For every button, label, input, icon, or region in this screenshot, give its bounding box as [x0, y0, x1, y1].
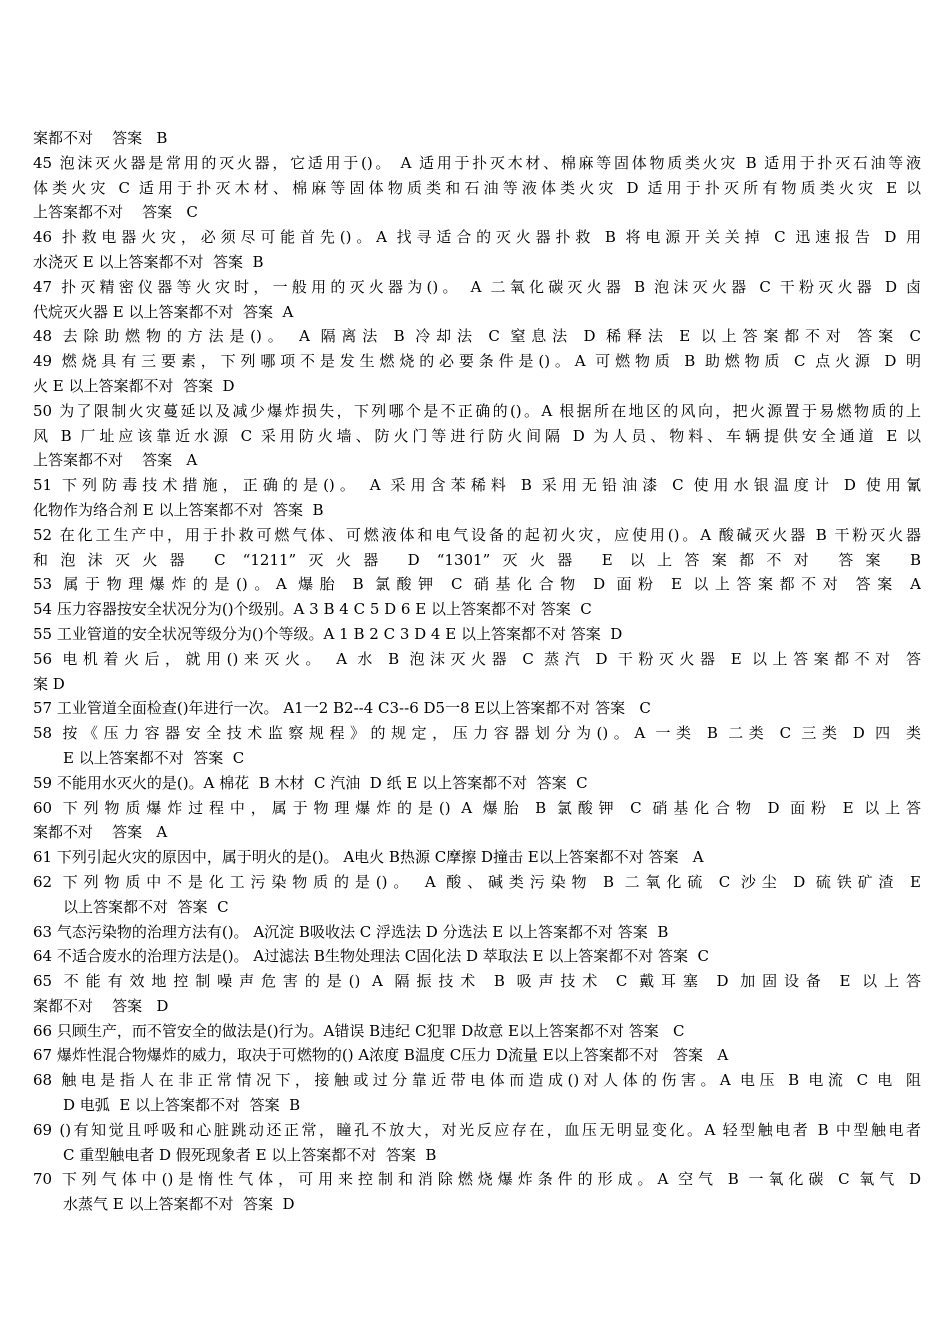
text-line: 58 按《压力容器安全技术监察规程》的规定，压力容器划分为()。A 一类 B 二类 C 三类 D 四 类	[33, 724, 921, 743]
text-line: 54 压力容器按安全状况分为()个级别。A 3 B 4 C 5 D 6 E 以上答案都不对 答案 C	[33, 600, 592, 619]
text-line: 69 ()有知觉且呼吸和心脏跳动还正常，瞳孔不放大，对光反应存在，血压无明显变化。A 轻型触电者 B 中型触电者	[33, 1120, 921, 1139]
text-line: 68 触电是指人在非正常情况下，接触或过分靠近带电体而造成()对人体的伤害。A 电压 B 电流 C 电 阻	[33, 1071, 921, 1090]
text-line: 59 不能用水灭火的是()。A 棉花 B 木材 C 汽油 D 纸 E 以上答案都不对 答案 C	[33, 773, 588, 792]
text-line: 49 燃烧具有三要素，下列哪项不是发生燃烧的必要条件是()。A 可燃物质 B 助燃物质 C 点火源 D 明	[33, 352, 921, 371]
text-line: 案都不对 答案 D	[33, 996, 169, 1015]
text-line: 64 不适合废水的治理方法是()。 A过滤法 B生物处理法 C固化法 D 萃取法 E 以上答案都不对 答案 C	[33, 947, 710, 966]
text-line: 63 气态污染物的治理方法有()。 A沉淀 B吸收法 C 浮选法 D 分选法 E 以上答案都不对 答案 B	[33, 922, 669, 941]
text-line: 水浇灭 E 以上答案都不对 答案 B	[33, 252, 264, 271]
text-line: 体类火灾 C 适用于扑灭木材、棉麻等固体物质类和石油等液体类火灾 D 适用于扑灭所有物质类火灾 E 以	[33, 178, 921, 197]
text-line: 50 为了限制火灾蔓延以及减少爆炸损失，下列哪个是不正确的()。A 根据所在地区的风向，把火源置于易燃物质的上	[33, 401, 921, 420]
text-line: 46 扑救电器火灾，必须尽可能首先()。A 找寻适合的灭火器扑救 B 将电源开关关掉 C 迅速报告 D 用	[33, 228, 921, 247]
text-line: 45 泡沫灭火器是常用的灭火器，它适用于()。 A 适用于扑灭木材、棉麻等固体物质类火灾 B 适用于扑灭石油等液	[33, 153, 921, 172]
text-line: 代烷灭火器 E 以上答案都不对 答案 A	[33, 302, 294, 321]
text-line: 以上答案都不对 答案 C	[63, 897, 229, 916]
text-line: 水蒸气 E 以上答案都不对 答案 D	[63, 1195, 295, 1214]
text-line: 案 D	[33, 674, 65, 693]
text-line: 火 E 以上答案都不对 答案 D	[33, 376, 235, 395]
text-line: 56 电机着火后，就用()来灭火。 A 水 B 泡沫灭火器 C 蒸汽 D 干粉灭火器 E 以上答案都不对 答	[33, 649, 921, 668]
text-line: C 重型触电者 D 假死现象者 E 以上答案都不对 答案 B	[63, 1145, 437, 1164]
text-line: 70 下列气体中()是惰性气体，可用来控制和消除燃烧爆炸条件的形成。A 空气 B 一氧化碳 C 氧气 D	[33, 1170, 921, 1189]
text-line: 67 爆炸性混合物爆炸的威力，取决于可燃物的() A浓度 B温度 C压力 D流量 E以上答案都不对 答案 A	[33, 1046, 729, 1065]
text-line: 案都不对 答案 B	[33, 129, 168, 147]
text-line: 47 扑灭精密仪器等火灾时，一般用的灭火器为()。 A 二氧化碳灭火器 B 泡沫灭火器 C 干粉灭火器 D 卤	[33, 277, 921, 296]
text-line: 上答案都不对 答案 A	[33, 451, 198, 470]
text-line: 60 下列物质爆炸过程中，属于物理爆炸的是() A 爆胎 B 氯酸钾 C 硝基化合物 D 面粉 E 以上答	[33, 798, 921, 817]
text-line: 51 下列防毒技术措施，正确的是()。 A 采用含苯稀料 B 采用无铅油漆 C 使用水银温度计 D 使用氰	[33, 476, 921, 495]
text-line: 案都不对 答案 A	[33, 823, 168, 842]
question-list	[33, 126, 921, 1217]
text-line: 48 去除助燃物的方法是()。 A 隔离法 B 冷却法 C 窒息法 D 稀释法 E 以上答案都不对 答案 C	[33, 327, 921, 346]
text-line: 57 工业管道全面检查()年进行一次。 A1一2 B2--4 C3--6 D5一8 E以上答案都不对 答案 C	[33, 699, 651, 718]
text-line: 53 属于物理爆炸的是()。A 爆胎 B 氯酸钾 C 硝基化合物 D 面粉 E 以上答案都不对 答案 A	[33, 575, 921, 594]
text-line: 65 不能有效地控制噪声危害的是() A 隔振技术 B 吸声技术 C 戴耳塞 D 加固设备 E 以上答	[33, 972, 921, 991]
text-line: E 以上答案都不对 答案 C	[63, 748, 245, 767]
text-line: 62 下列物质中不是化工污染物质的是()。 A 酸、碱类污染物 B 二氧化硫 C 沙尘 D 硫铁矿渣 E	[33, 872, 921, 891]
text-line: 风 B 厂址应该靠近水源 C 采用防火墙、防火门等进行防火间隔 D 为人员、物料、车辆提供安全通道 E 以	[33, 426, 921, 445]
text-line: D 电弧 E 以上答案都不对 答案 B	[63, 1096, 301, 1115]
text-line: 61 下列引起火灾的原因中，属于明火的是()。 A电火 B热源 C摩擦 D撞击 E以上答案都不对 答案 A	[33, 848, 704, 867]
text-line: 55 工业管道的安全状况等级分为()个等级。A 1 B 2 C 3 D 4 E 以上答案都不对 答案 D	[33, 624, 623, 643]
text-line: 化物作为络合剂 E 以上答案都不对 答案 B	[33, 500, 324, 519]
text-line: 和泡沫灭火器 C “1211”灭火器 D “1301”灭火器 E 以上答案都不对 答案 B	[33, 550, 921, 569]
text-line: 上答案都不对 答案 C	[33, 203, 198, 222]
text-line: 66 只顾生产，而不管安全的做法是()行为。A错误 B违纪 C犯罪 D故意 E以上答案都不对 答案 C	[33, 1021, 685, 1040]
text-line: 52 在化工生产中，用于扑救可燃气体、可燃液体和电气设备的起初火灾，应使用()。A 酸碱灭火器 B 干粉灭火器	[33, 525, 921, 544]
